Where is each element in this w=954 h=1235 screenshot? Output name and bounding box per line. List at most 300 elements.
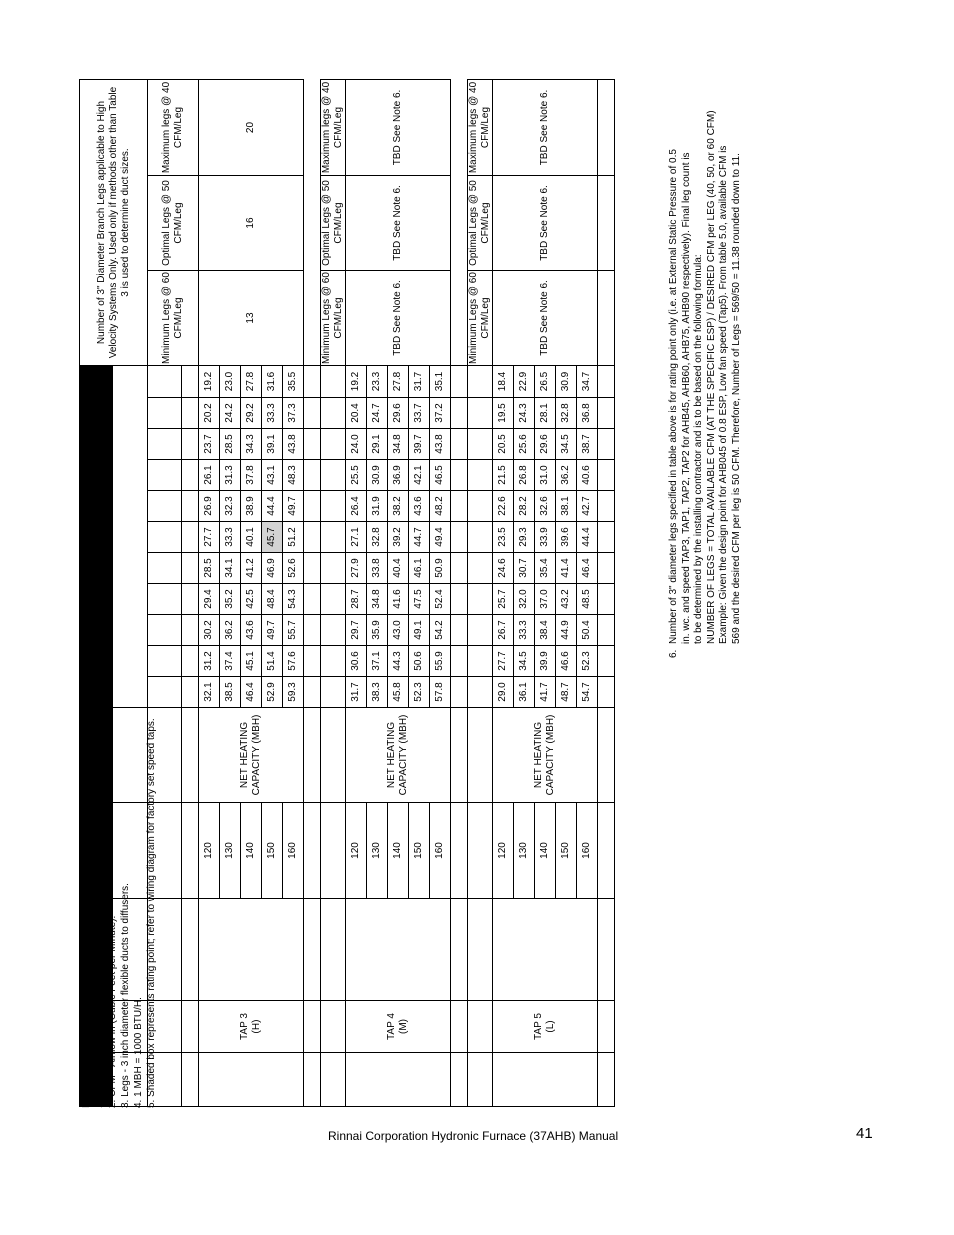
capacity-value: 43.6 <box>241 615 262 646</box>
separator-cell <box>468 708 493 803</box>
capacity-value: 46.6 <box>556 646 577 677</box>
table-title: Number of 3" Diameter Branch Legs applicable to High Velocity Systems Only. Used only if methods other than Table 3 is used to determine duct sizes. <box>80 80 148 366</box>
capacity-value: 51.2 <box>283 522 304 553</box>
header-black-cell <box>80 522 113 553</box>
capacity-value: 37.0 <box>535 584 556 615</box>
capacity-value: 30.7 <box>514 553 535 584</box>
ewt-value: 150 <box>262 803 283 899</box>
capacity-value: 35.9 <box>367 615 388 646</box>
capacity-value: 29.7 <box>346 615 367 646</box>
ewt-value: 130 <box>220 803 241 899</box>
separator-cell <box>321 646 346 677</box>
capacity-value: 33.8 <box>367 553 388 584</box>
separator-cell <box>451 803 468 899</box>
separator-cell <box>451 366 468 398</box>
separator-cell <box>451 429 468 460</box>
separator-cell <box>182 677 199 708</box>
separator-cell <box>468 522 493 553</box>
separator-cell <box>321 553 346 584</box>
separator-cell <box>451 708 468 803</box>
separator-cell <box>182 646 199 677</box>
section-header-row <box>321 80 346 1107</box>
capacity-value: 48.2 <box>430 491 451 522</box>
capacity-value: 30.6 <box>346 646 367 677</box>
capacity-value: 27.1 <box>346 522 367 553</box>
separator-cell <box>304 398 321 429</box>
opt-legs-value: TBD See Note 6. <box>346 176 451 271</box>
capacity-value: 43.8 <box>430 429 451 460</box>
capacity-value: 31.7 <box>409 366 430 398</box>
ewt-value: 140 <box>535 803 556 899</box>
capacity-value: 31.2 <box>199 646 220 677</box>
separator-cell <box>182 553 199 584</box>
capacity-value: 54.3 <box>283 584 304 615</box>
capacity-value: 26.8 <box>514 460 535 491</box>
capacity-value: 28.5 <box>199 553 220 584</box>
note-6-line: NUMBER OF LEGS = TOTAL AVAILABLE CFM (AT THE SPECIFIC ESP) / DESIRED CFM per LEG (40, 50, or 60 CFM) <box>705 110 717 644</box>
separator-cell <box>468 429 493 460</box>
separator-cell <box>304 677 321 708</box>
capacity-value: 39.1 <box>262 429 283 460</box>
capacity-value: 36.8 <box>577 398 598 429</box>
capacity-value: 59.3 <box>283 677 304 708</box>
separator-cell <box>468 584 493 615</box>
capacity-value: 52.3 <box>409 677 430 708</box>
blank-cell <box>199 1053 304 1107</box>
capacity-value: 30.9 <box>556 366 577 398</box>
header-blank <box>148 522 182 553</box>
blank-cell <box>493 1053 598 1107</box>
capacity-value: 27.7 <box>493 646 514 677</box>
separator-cell <box>321 491 346 522</box>
separator-cell <box>468 1053 493 1107</box>
capacity-value: 32.3 <box>220 491 241 522</box>
capacity-value: 49.7 <box>262 615 283 646</box>
note-6-line: Example: Given the design point for AHB045 of 0.8 ESP, Low fan speed (Tap5). From table 5.0, available CFM is <box>718 145 729 644</box>
opt-legs-value: 16 <box>199 176 304 271</box>
capacity-value: 31.0 <box>535 460 556 491</box>
separator-cell <box>451 398 468 429</box>
capacity-value: 57.6 <box>283 646 304 677</box>
blank-cell <box>598 366 615 398</box>
capacity-value: 44.3 <box>388 646 409 677</box>
capacity-value: 43.8 <box>283 429 304 460</box>
separator-cell <box>451 584 468 615</box>
separator-cell <box>468 366 493 398</box>
ewt-value: 150 <box>556 803 577 899</box>
tap-name: TAP 3 <box>239 1013 250 1040</box>
blank-cell <box>598 460 615 491</box>
capacity-value: 41.2 <box>241 553 262 584</box>
capacity-value: 34.5 <box>514 646 535 677</box>
capacity-value: 34.8 <box>388 429 409 460</box>
capacity-value: 34.8 <box>367 584 388 615</box>
capacity-value: 27.9 <box>346 553 367 584</box>
capacity-value: 31.3 <box>220 460 241 491</box>
separator-cell <box>321 429 346 460</box>
separator-cell <box>451 491 468 522</box>
rating-point-cell: 45.7 <box>262 522 283 553</box>
capacity-value: 21.5 <box>493 460 514 491</box>
blank-cell <box>199 899 304 1001</box>
min-legs-header: Minimum Legs @ 60 CFM/Leg <box>321 272 344 364</box>
capacity-value: 36.1 <box>514 677 535 708</box>
ewt-value: 160 <box>430 803 451 899</box>
tap-speed: (H) <box>251 1019 262 1034</box>
capacity-value: 32.1 <box>199 677 220 708</box>
capacity-value: 44.9 <box>556 615 577 646</box>
ewt-value: 140 <box>241 803 262 899</box>
header-blank <box>148 460 182 491</box>
capacity-value: 41.7 <box>535 677 556 708</box>
capacity-value: 43.2 <box>556 584 577 615</box>
capacity-value: 18.4 <box>493 366 514 398</box>
separator-cell <box>451 460 468 491</box>
capacity-value: 49.7 <box>283 491 304 522</box>
ewt-value: 130 <box>514 803 535 899</box>
capacity-value: 19.5 <box>493 398 514 429</box>
capacity-value: 49.4 <box>430 522 451 553</box>
capacity-value: 20.5 <box>493 429 514 460</box>
capacity-value: 31.9 <box>367 491 388 522</box>
capacity-value: 36.2 <box>556 460 577 491</box>
header-black-cell <box>80 460 113 491</box>
capacity-value: 38.5 <box>220 677 241 708</box>
header-blank <box>148 398 182 429</box>
separator-cell <box>468 491 493 522</box>
capacity-value: 29.1 <box>367 429 388 460</box>
separator-cell <box>451 615 468 646</box>
header-blank <box>148 553 182 584</box>
ewt-value: 160 <box>283 803 304 899</box>
blank-cell <box>598 271 615 366</box>
separator-cell <box>304 429 321 460</box>
separator-cell <box>182 708 199 803</box>
tap-name: TAP 5 <box>533 1013 544 1040</box>
separator-cell <box>182 803 199 899</box>
tap-speed: (L) <box>545 1020 556 1033</box>
capacity-table <box>79 79 615 1107</box>
capacity-value: 40.6 <box>577 460 598 491</box>
capacity-value: 57.8 <box>430 677 451 708</box>
capacity-value: 41.4 <box>556 553 577 584</box>
capacity-value: 27.8 <box>388 366 409 398</box>
blank-cell <box>598 522 615 553</box>
capacity-value: 43.1 <box>262 460 283 491</box>
header-blank <box>148 366 182 398</box>
capacity-value: 24.0 <box>346 429 367 460</box>
blank-cell <box>598 708 615 803</box>
capacity-value: 39.7 <box>409 429 430 460</box>
note-3: 3. Legs - 3 inch diameter flexible ducts to diffusers. <box>120 883 131 1108</box>
capacity-value: 47.5 <box>409 584 430 615</box>
net-capacity-label: NET HEATING CAPACITY (MBH) <box>346 708 451 803</box>
separator-cell <box>182 899 199 1001</box>
capacity-value: 23.5 <box>493 522 514 553</box>
tap-name: TAP 4 <box>386 1013 397 1040</box>
capacity-value: 27.7 <box>199 522 220 553</box>
section-header-row <box>468 80 493 1107</box>
capacity-value: 42.1 <box>409 460 430 491</box>
opt-legs-header: Optimal Legs @ 50 CFM/Leg <box>468 176 493 271</box>
net-capacity-label: NET HEATING CAPACITY (MBH) <box>493 708 598 803</box>
blank-cell <box>598 646 615 677</box>
blank-cell <box>598 398 615 429</box>
max-legs-value: TBD See Note 6. <box>346 80 451 176</box>
capacity-value: 38.9 <box>241 491 262 522</box>
blank-cell <box>598 1053 615 1107</box>
max-legs-value: 20 <box>199 80 304 176</box>
separator-cell <box>304 366 321 398</box>
capacity-value: 54.2 <box>430 615 451 646</box>
separator-cell <box>451 677 468 708</box>
ewt-value: 160 <box>577 803 598 899</box>
separator-cell <box>182 491 199 522</box>
separator-cell <box>304 522 321 553</box>
note-6-number: 6. <box>668 649 679 658</box>
capacity-value: 31.7 <box>346 677 367 708</box>
separator-cell <box>321 460 346 491</box>
capacity-value: 25.7 <box>493 584 514 615</box>
capacity-value: 45.1 <box>241 646 262 677</box>
capacity-value: 26.1 <box>199 460 220 491</box>
separator-cell <box>468 646 493 677</box>
capacity-value: 26.9 <box>199 491 220 522</box>
capacity-value: 34.3 <box>241 429 262 460</box>
capacity-value: 46.4 <box>577 553 598 584</box>
capacity-value: 37.8 <box>241 460 262 491</box>
blank-cell <box>346 1053 451 1107</box>
capacity-value: 20.4 <box>346 398 367 429</box>
capacity-value: 48.5 <box>577 584 598 615</box>
separator-cell <box>321 1001 346 1053</box>
separator-cell <box>304 584 321 615</box>
capacity-value: 19.2 <box>346 366 367 398</box>
capacity-value: 35.1 <box>430 366 451 398</box>
separator-cell <box>321 708 346 803</box>
capacity-value: 37.2 <box>430 398 451 429</box>
min-legs-value: TBD See Note 6. <box>346 271 451 366</box>
capacity-value: 36.2 <box>220 615 241 646</box>
capacity-value: 50.9 <box>430 553 451 584</box>
separator-cell <box>321 677 346 708</box>
capacity-value: 32.8 <box>367 522 388 553</box>
capacity-value: 46.1 <box>409 553 430 584</box>
capacity-value: 38.7 <box>577 429 598 460</box>
separator-cell <box>182 584 199 615</box>
capacity-value: 26.7 <box>493 615 514 646</box>
header-black-cell <box>80 429 113 460</box>
capacity-value: 24.2 <box>220 398 241 429</box>
separator-cell <box>182 429 199 460</box>
capacity-value: 52.9 <box>262 677 283 708</box>
separator-cell <box>182 1001 199 1053</box>
capacity-value: 23.7 <box>199 429 220 460</box>
capacity-value: 32.6 <box>535 491 556 522</box>
capacity-value: 41.6 <box>388 584 409 615</box>
capacity-value: 33.3 <box>514 615 535 646</box>
separator-cell <box>304 460 321 491</box>
capacity-value: 52.4 <box>430 584 451 615</box>
capacity-value: 35.4 <box>535 553 556 584</box>
blank-cell <box>598 553 615 584</box>
ewt-value: 150 <box>409 803 430 899</box>
capacity-value: 26.5 <box>535 366 556 398</box>
page-number: 41 <box>856 1125 873 1142</box>
data-row <box>199 80 220 1107</box>
separator-cell <box>468 1001 493 1053</box>
capacity-value: 28.7 <box>346 584 367 615</box>
separator-cell <box>321 366 346 398</box>
separator-cell <box>468 899 493 1001</box>
opt-legs-value: TBD See Note 6. <box>493 176 598 271</box>
header-blank <box>148 429 182 460</box>
capacity-value: 29.6 <box>388 398 409 429</box>
capacity-value: 29.0 <box>493 677 514 708</box>
footer-text: Rinnai Corporation Hydronic Furnace (37AHB) Manual <box>328 1129 619 1143</box>
separator-cell <box>304 553 321 584</box>
capacity-value: 24.3 <box>514 398 535 429</box>
capacity-value: 32.8 <box>556 398 577 429</box>
header-black-cell <box>80 646 113 677</box>
note-6-line: 569 and the desired CFM per leg is 50 CFM. Therefore, Number of Legs = 569/50 = 11.38 rounded down to 11. <box>730 153 742 644</box>
capacity-value: 42.5 <box>241 584 262 615</box>
tap-label <box>346 1001 451 1053</box>
capacity-value: 46.5 <box>430 460 451 491</box>
capacity-value: 25.6 <box>514 429 535 460</box>
capacity-value: 44.4 <box>262 491 283 522</box>
capacity-value: 29.6 <box>535 429 556 460</box>
capacity-value: 19.2 <box>199 366 220 398</box>
data-row <box>493 80 514 1107</box>
separator-cell <box>304 803 321 899</box>
ewt-value: 130 <box>367 803 388 899</box>
opt-legs-header: Optimal Legs @ 50 CFM/Leg <box>321 176 346 271</box>
tap-label <box>493 1001 598 1053</box>
notes-block <box>80 718 158 1108</box>
capacity-value: 48.4 <box>262 584 283 615</box>
capacity-value: 29.4 <box>199 584 220 615</box>
capacity-value: 44.7 <box>409 522 430 553</box>
min-legs-header: Minimum Legs @ 60 CFM/Leg <box>468 272 491 364</box>
capacity-value: 37.4 <box>220 646 241 677</box>
max-legs-header: Maximum legs @ 40 CFM/Leg <box>468 80 493 176</box>
separator-cell <box>451 1001 468 1053</box>
separator-cell <box>304 1001 321 1053</box>
separator-cell <box>451 1053 468 1107</box>
separator-cell <box>451 553 468 584</box>
capacity-value: 40.4 <box>388 553 409 584</box>
header-black-cell <box>80 677 113 708</box>
capacity-value: 34.1 <box>220 553 241 584</box>
capacity-value: 36.9 <box>388 460 409 491</box>
separator-cell <box>468 677 493 708</box>
blank-cell <box>598 803 615 899</box>
separator-cell <box>451 522 468 553</box>
separator-cell <box>321 899 346 1001</box>
capacity-value: 44.4 <box>577 522 598 553</box>
ewt-value: 120 <box>346 803 367 899</box>
note-1: 1. EWT - Entering Water Temperature (F). <box>94 922 105 1108</box>
header-blank <box>148 677 182 708</box>
ewt-value: 120 <box>493 803 514 899</box>
header-blank <box>148 615 182 646</box>
note-6-line: in. wc. and speed TAP3, TAP1, TAP2, TAP2 for AHB45, AHB60, AHB75, AHB90 respectively). Final leg count is <box>680 152 692 644</box>
capacity-value: 54.7 <box>577 677 598 708</box>
separator-cell <box>182 398 199 429</box>
capacity-value: 39.9 <box>535 646 556 677</box>
separator-cell <box>304 491 321 522</box>
note-2: 2. CFM - Airflow in (Cubic Feet per Minute). <box>107 915 118 1108</box>
capacity-value: 43.6 <box>409 491 430 522</box>
separator-cell <box>451 899 468 1001</box>
capacity-value: 37.1 <box>367 646 388 677</box>
note-5: 5. Shaded box represents rating point; refer to wiring diagram for factory set speed taps. <box>146 718 157 1108</box>
blank-cell <box>598 1001 615 1053</box>
separator-cell <box>182 1053 199 1107</box>
blank-cell <box>598 429 615 460</box>
separator-cell <box>321 522 346 553</box>
capacity-value: 28.2 <box>514 491 535 522</box>
capacity-value: 33.9 <box>535 522 556 553</box>
separator-cell <box>304 1053 321 1107</box>
min-legs-header: Minimum Legs @ 60 CFM/Leg <box>148 271 199 366</box>
rotated-table-wrapper <box>79 79 650 1107</box>
header-black-cell <box>80 491 113 522</box>
tap-label <box>199 1001 304 1053</box>
separator-cell <box>182 522 199 553</box>
capacity-value: 33.3 <box>262 398 283 429</box>
capacity-value: 31.6 <box>262 366 283 398</box>
header-blank <box>148 491 182 522</box>
capacity-value: 48.3 <box>283 460 304 491</box>
capacity-value: 30.2 <box>199 615 220 646</box>
header-black-cell <box>80 366 113 398</box>
header-black-cell <box>80 553 113 584</box>
blank-cell <box>598 176 615 271</box>
separator-cell <box>321 1053 346 1107</box>
capacity-value: 33.3 <box>220 522 241 553</box>
separator-cell <box>468 460 493 491</box>
blank-cell <box>598 899 615 1001</box>
note-6-line: Number of 3" diameter legs specified in table above is for rating point only (i.e. at External Static Pressure of 0.5 <box>668 149 679 644</box>
max-legs-value: TBD See Note 6. <box>493 80 598 176</box>
separator-cell <box>182 615 199 646</box>
capacity-value: 52.3 <box>577 646 598 677</box>
blank-cell <box>493 899 598 1001</box>
capacity-value: 29.3 <box>514 522 535 553</box>
capacity-value: 55.9 <box>430 646 451 677</box>
separator-cell <box>451 646 468 677</box>
separator-cell <box>304 615 321 646</box>
capacity-value: 38.4 <box>535 615 556 646</box>
section-separator <box>451 80 468 1107</box>
capacity-value: 24.6 <box>493 553 514 584</box>
separator-cell <box>468 803 493 899</box>
capacity-value: 24.7 <box>367 398 388 429</box>
capacity-value: 55.7 <box>283 615 304 646</box>
capacity-value: 39.2 <box>388 522 409 553</box>
capacity-value: 28.1 <box>535 398 556 429</box>
capacity-value: 30.9 <box>367 460 388 491</box>
capacity-value: 43.0 <box>388 615 409 646</box>
max-legs-header: Maximum legs @ 40 CFM/Leg <box>321 80 346 176</box>
blank-cell <box>598 491 615 522</box>
table-bottom-row <box>598 80 615 1107</box>
capacity-value: 33.7 <box>409 398 430 429</box>
capacity-value: 22.6 <box>493 491 514 522</box>
capacity-value: 32.0 <box>514 584 535 615</box>
